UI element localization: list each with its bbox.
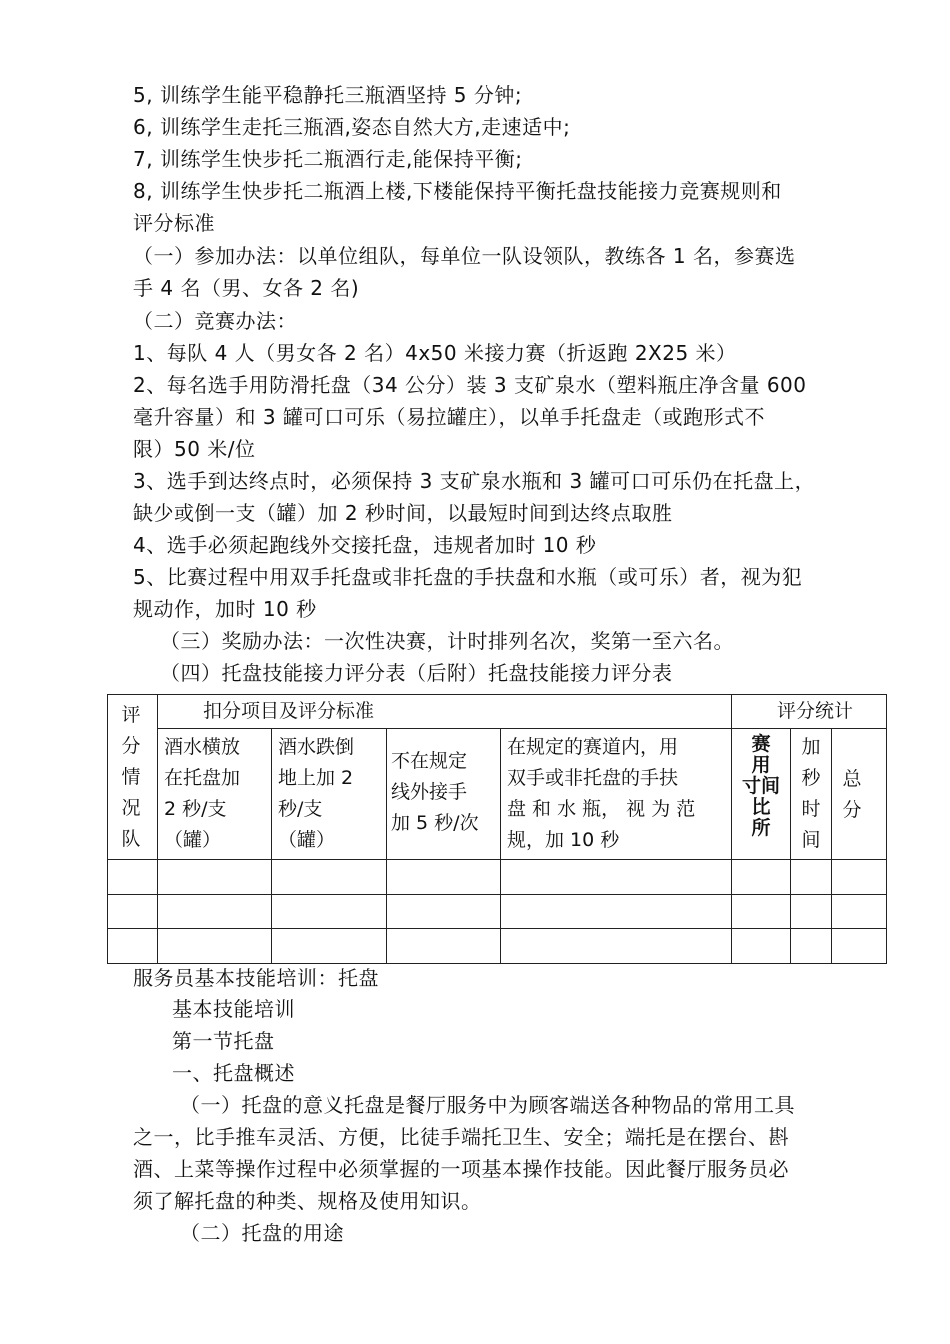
table-rule	[386, 728, 387, 964]
score-table	[107, 694, 887, 964]
header-deduct: 扣分项目及评分标准	[203, 700, 375, 722]
criterion-two-hands: 在规定的赛道内，用 双手或非托盘的手扶 盘 和 水 瓶， 视 为 范 规，加 10 秒	[507, 736, 696, 851]
paragraph-line: 手 4 名（男、女各 2 名)	[133, 276, 360, 300]
table-rule	[107, 928, 887, 929]
criterion-horizontal: 酒水横放 在托盘加 2 秒/支 （罐）	[164, 736, 241, 851]
paragraph-line: 毫升容量）和 3 罐可口可乐（易拉罐庄），以单手托盘走（或跑形式不	[133, 405, 765, 429]
criterion-fallen: 酒水跌倒 地上加 2 秒/支 （罐）	[278, 736, 355, 851]
section-heading: 基本技能培训	[172, 997, 295, 1021]
table-rule	[731, 694, 732, 964]
paragraph-line: 评分标准	[133, 211, 215, 235]
paragraph-line: 7, 训练学生快步托二瓶酒行走,能保持平衡;	[133, 147, 523, 171]
paragraph-line: 缺少或倒一支（罐）加 2 秒时间，以最短时间到达终点取胜	[133, 501, 673, 525]
table-rule	[831, 728, 832, 964]
section-heading: 一、托盘概述	[172, 1061, 295, 1085]
table-rule	[886, 694, 887, 964]
table-rule	[107, 694, 887, 695]
paragraph-line: （二）竞赛办法：	[133, 309, 297, 333]
paragraph-line: 限）50 米/位	[133, 437, 256, 461]
paragraph-line: 5, 训练学生能平稳静托三瓶酒坚持 5 分钟;	[133, 83, 523, 107]
paragraph-line: 6, 训练学生走托三瓶酒,姿态自然大方,走速适中;	[133, 115, 571, 139]
table-rule	[107, 694, 108, 964]
table-rule	[157, 694, 158, 964]
table-rule	[107, 859, 887, 860]
paragraph-line: 酒、上菜等操作过程中必须掌握的一项基本操作技能。因此餐厅服务员必	[133, 1157, 789, 1181]
paragraph-line: （四）托盘技能接力评分表（后附）托盘技能接力评分表	[160, 661, 673, 685]
paragraph-line: 之一，比手推车灵活、方便，比徒手端托卫生、安全；端托是在摆台、斟	[133, 1125, 789, 1149]
paragraph-line: 5、比赛过程中用双手托盘或非托盘的手扶盘和水瓶（或可乐）者，视为犯	[133, 565, 803, 589]
stat-total: 总 分	[842, 768, 862, 821]
table-rule	[107, 894, 887, 895]
stat-added-time: 加 秒 时 间	[801, 736, 821, 851]
paragraph-line: （三）奖励办法：一次性决赛，计时排列名次，奖第一至六名。	[160, 629, 734, 653]
header-stats: 评分统计	[777, 700, 854, 722]
table-rule	[157, 728, 887, 729]
paragraph-line: 3、选手到达终点时，必须保持 3 支矿泉水瓶和 3 罐可口可乐仍在托盘上，	[133, 469, 816, 493]
table-rule	[271, 728, 272, 964]
paragraph-line: 须了解托盘的种类、规格及使用知识。	[133, 1189, 482, 1213]
table-rule	[500, 728, 501, 964]
paragraph-line: 1、每队 4 人（男女各 2 名）4x50 米接力赛（折返跑 2X25 米）	[133, 341, 737, 365]
criterion-handoff: 不在规定 线外接手 加 5 秒/次	[391, 750, 479, 834]
table-row-header: 评 分 情 况 队	[121, 704, 141, 850]
paragraph-line: （一）托盘的意义托盘是餐厅服务中为顾客端送各种物品的常用工具	[180, 1093, 795, 1117]
table-rule	[790, 728, 791, 964]
section-heading: 第一节托盘	[172, 1029, 275, 1053]
paragraph-line: 4、选手必须起跑线外交接托盘，违规者加时 10 秒	[133, 533, 597, 557]
section-heading: （二）托盘的用途	[180, 1221, 344, 1245]
paragraph-line: 2、每名选手用防滑托盘（34 公分）装 3 支矿泉水（塑料瓶庄净含量 600	[133, 373, 807, 397]
section-heading: 服务员基本技能培训：托盘	[133, 966, 379, 990]
stat-race-time: 赛 用 寸间 比 所	[741, 733, 780, 839]
paragraph-line: 8, 训练学生快步托二瓶酒上楼,下楼能保持平衡托盘技能接力竞赛规则和	[133, 179, 782, 203]
paragraph-line: 规动作，加时 10 秒	[133, 597, 317, 621]
paragraph-line: （一）参加办法：以单位组队，每单位一队设领队，教练各 1 名，参赛选	[133, 244, 796, 268]
